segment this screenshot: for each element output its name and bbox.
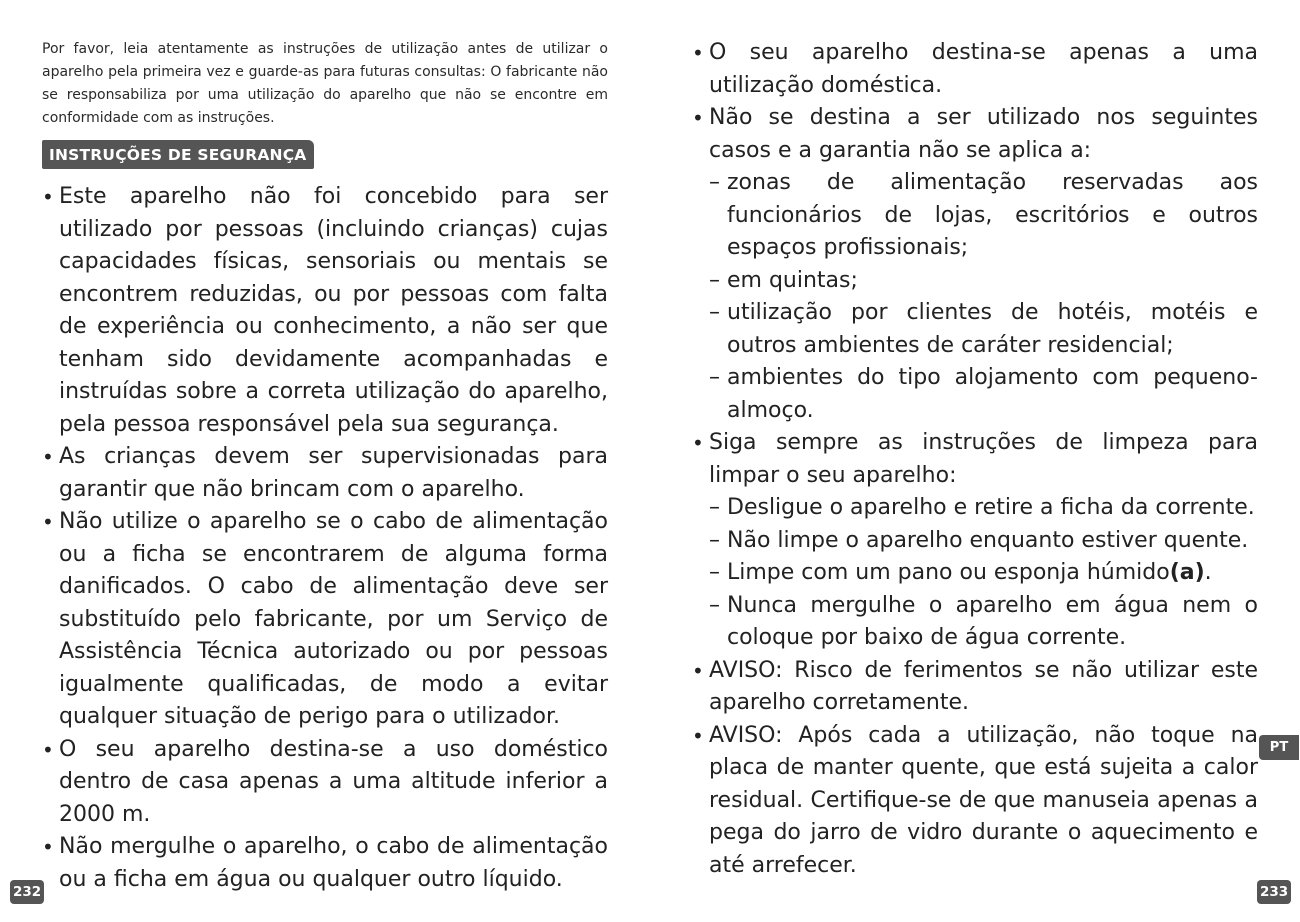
list-item (692, 102, 1258, 427)
list-item: • O seu aparelho destina-se apenas a uma utilização doméstica. (692, 37, 1258, 102)
language-tab: PT (1259, 735, 1299, 760)
sub-item: – Desligue o aparelho e retire a ficha da corrente. (709, 492, 1258, 525)
sub-item: – Nunca mergulhe o aparelho em água nem o coloque por baixo de água corrente. (709, 590, 1258, 655)
sub-item: – em quintas; (709, 265, 1258, 298)
figure-reference: (a) (1169, 560, 1205, 585)
list-item: • As crianças devem ser supervisionadas para garantir que não brincam com o aparelho. (42, 441, 608, 506)
sub-item: – utilização por clientes de hotéis, motéis e outros ambientes de caráter residencial; (709, 297, 1258, 362)
page-number-left: 232 (10, 880, 44, 904)
sub-item: – ambientes do tipo alojamento com pequeno-almoço. (709, 362, 1258, 427)
left-safety-list (42, 181, 608, 896)
sub-item (709, 557, 1258, 590)
list-item (692, 427, 1258, 655)
list-item-text: Não se destina a ser utilizado nos seguintes casos e a garantia não se aplica a: (709, 105, 1258, 163)
section-title: INSTRUÇÕES DE SEGURANÇA (42, 140, 314, 169)
list-item: • Este aparelho não foi concebido para ser utilizado por pessoas (incluindo crianças) cujas capacidades físicas, sensoriais ou mentais se encontrem reduzidas, ou por pessoas com falta de experiência ou conhecimento, a não ser que tenham sido devidamente acompanhadas e instruídas sobre a correta utilização do aparelho, pela pessoa responsável pela sua segurança. (42, 181, 608, 441)
list-item: • Não utilize o aparelho se o cabo de alimentação ou a ficha se encontrarem de alguma forma danificados. O cabo de alimentação deve ser substituído pelo fabricante, por um Serviço de Assistência Técnica autorizado ou por pessoas igualmente qualificadas, de modo a evitar qualquer situação de perigo para o utilizador. (42, 506, 608, 734)
exclusion-sublist (709, 167, 1258, 427)
page-number-right: 233 (1257, 880, 1291, 904)
list-item: • Não mergulhe o aparelho, o cabo de alimentação ou a ficha em água ou qualquer outro líquido. (42, 831, 608, 896)
sub-item-text: Limpe com um pano ou esponja húmido (727, 560, 1170, 585)
sub-item: – Não limpe o aparelho enquanto estiver quente. (709, 525, 1258, 558)
cleaning-sublist (709, 492, 1258, 655)
list-item: • AVISO: Risco de ferimentos se não utilizar este aparelho corretamente. (692, 655, 1258, 720)
list-item-text: Siga sempre as instruções de limpeza para limpar o seu aparelho: (709, 430, 1258, 488)
list-item: • O seu aparelho destina-se a uso doméstico dentro de casa apenas a uma altitude inferior a 2000 m. (42, 734, 608, 832)
intro-paragraph: Por favor, leia atentamente as instruções de utilização antes de utilizar o aparelho pela primeira vez e guarde-as para futuras consultas: O fabricante não se responsabiliza por uma utilização do aparelho que não se encontre em conformidade com as instruções. (42, 41, 608, 126)
sub-item-end: . (1204, 560, 1212, 585)
sub-item: – zonas de alimentação reservadas aos funcionários de lojas, escritórios e outros espaços profissionais; (709, 167, 1258, 265)
list-item: • AVISO: Após cada a utilização, não toque na placa de manter quente, que está sujeita a calor residual. Certifique-se de que manuseia apenas a pega do jarro de vidro durante o aquecimento e até arrefecer. (692, 720, 1258, 883)
right-safety-list (692, 37, 1258, 882)
